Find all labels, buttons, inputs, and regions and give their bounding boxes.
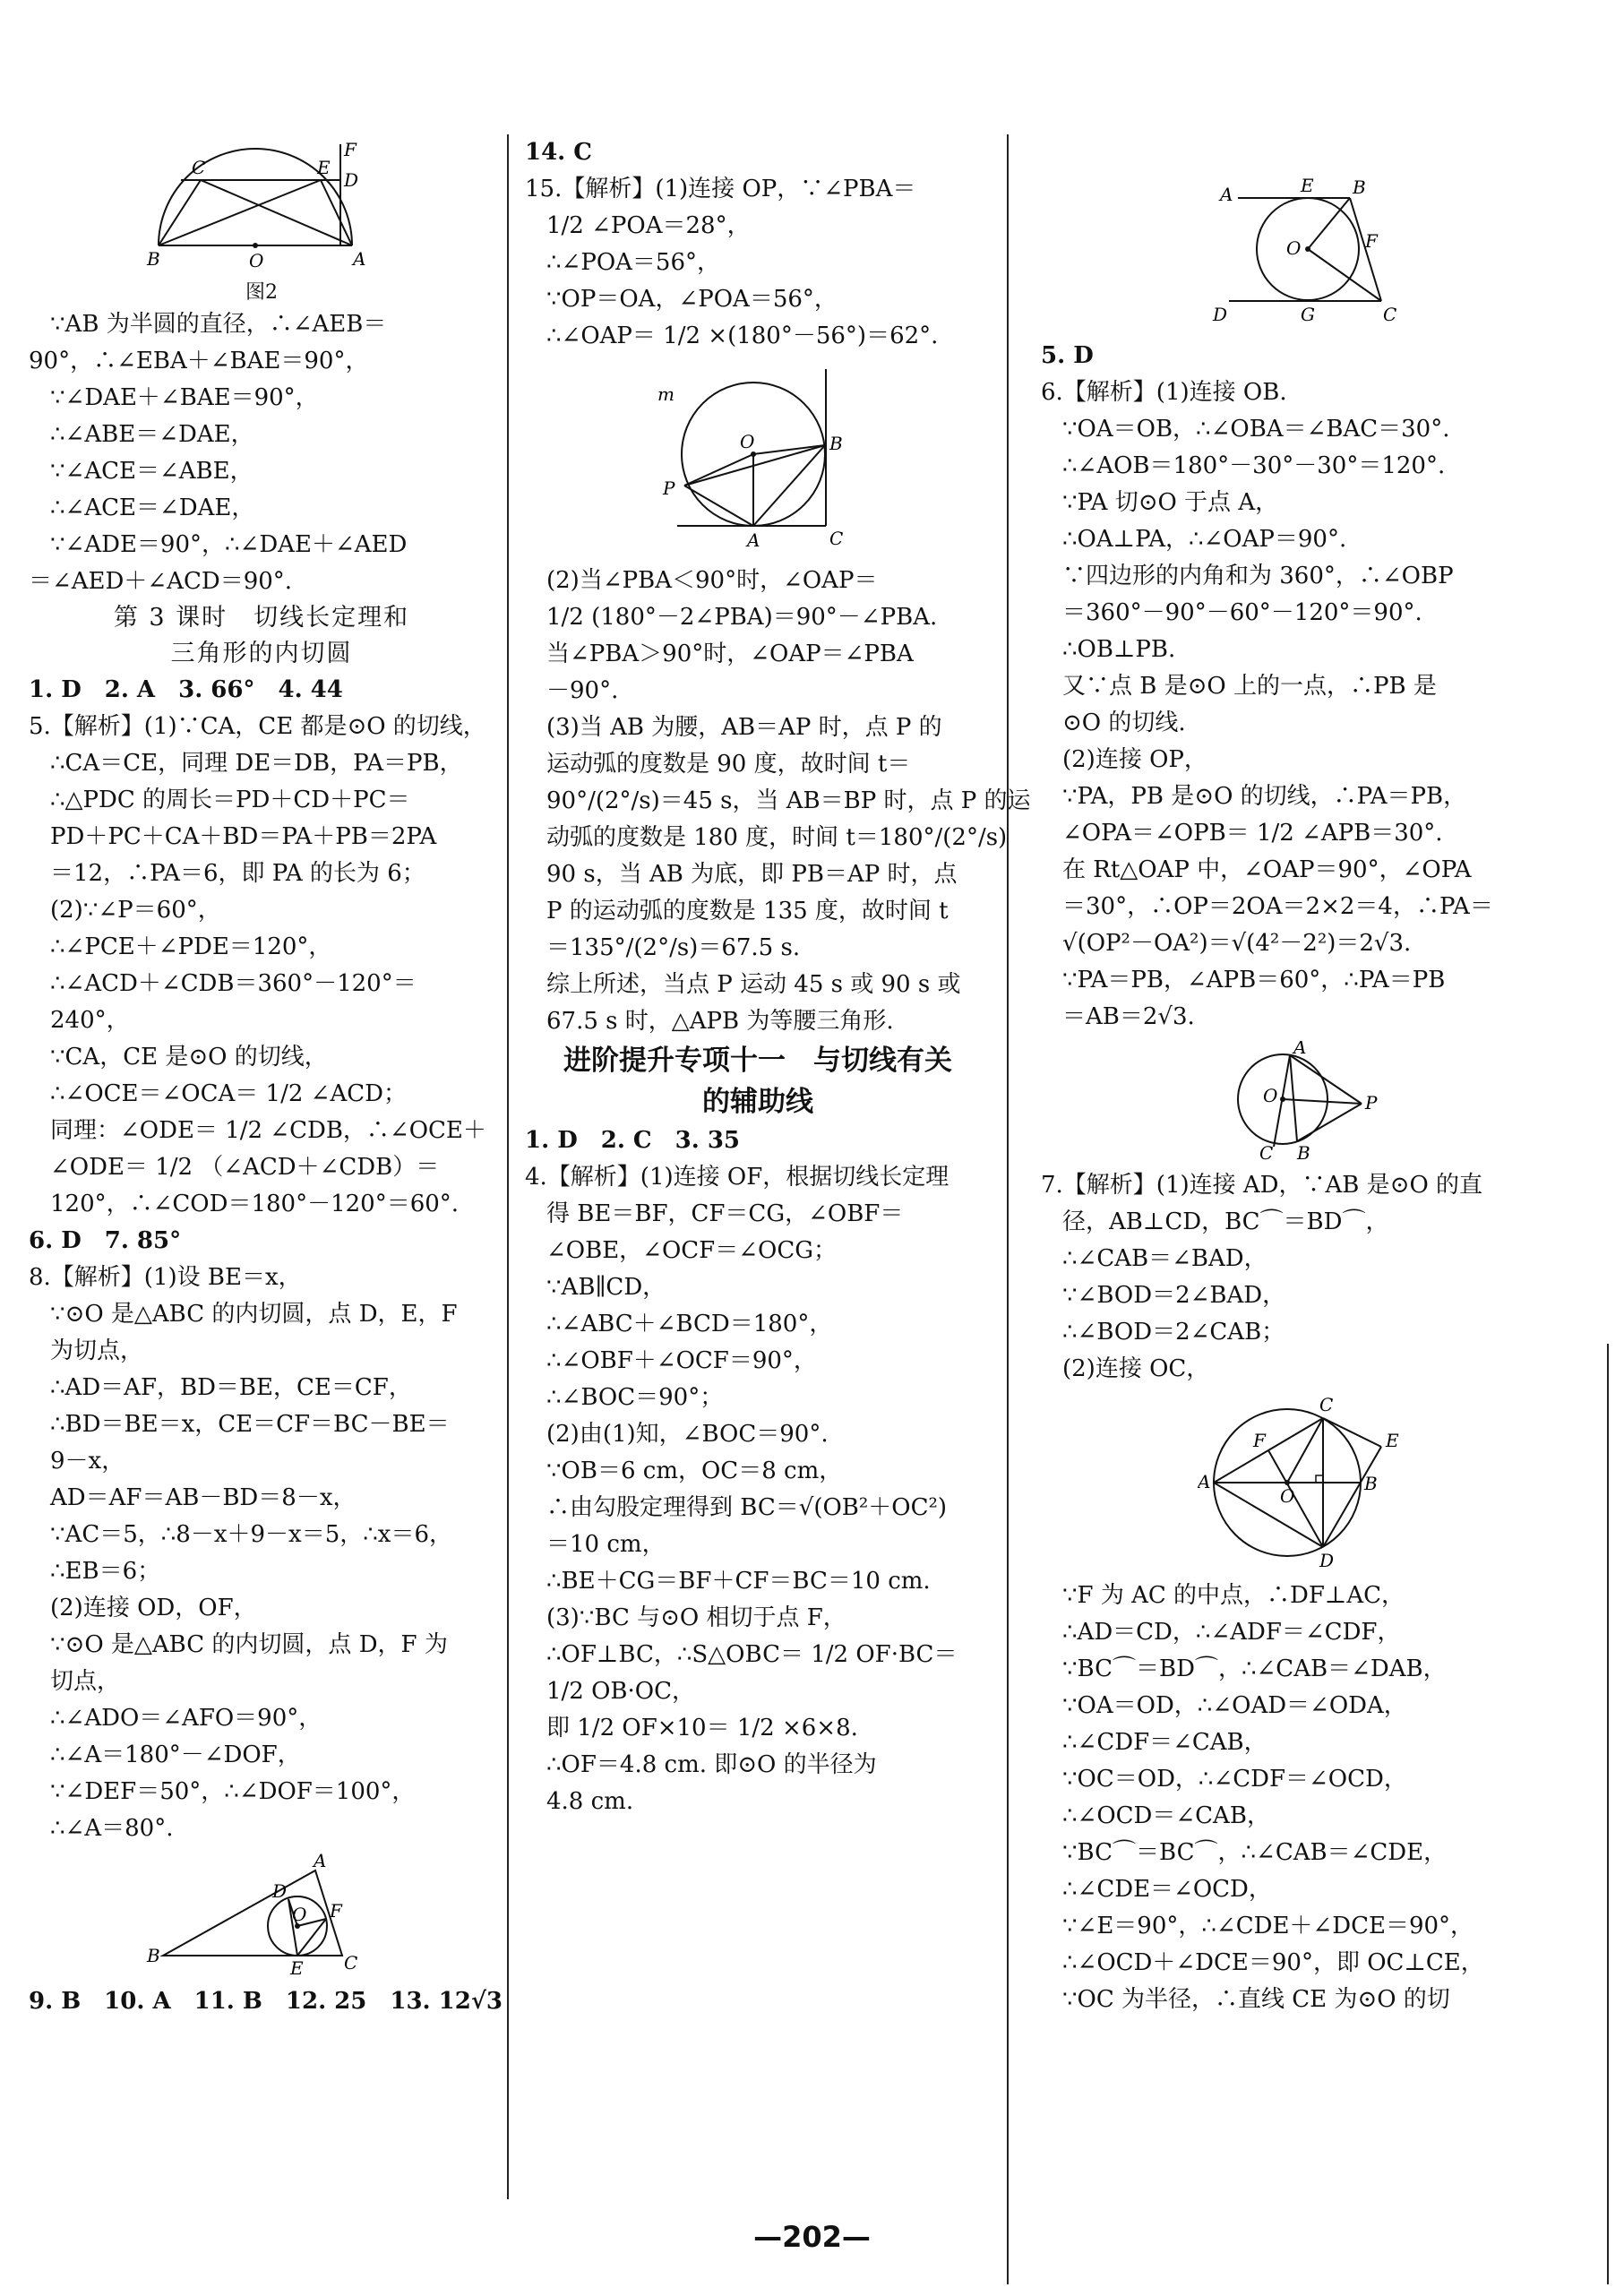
label-O: O <box>292 1904 307 1925</box>
section-subtitle: 的辅助线 <box>702 1086 813 1118</box>
text-line: (2)∵∠P＝60°， <box>50 897 221 924</box>
label-P: P <box>663 477 675 499</box>
label-B: B <box>1297 1142 1310 1162</box>
text-line: ∠OBE，∠OCF＝∠OCG； <box>546 1237 837 1264</box>
figure-semicircle <box>145 140 378 274</box>
label-E: E <box>1386 1430 1399 1451</box>
label-F: F <box>1253 1430 1266 1451</box>
text-line: (2)连接 OP， <box>1062 746 1207 773</box>
text-line: ∵⊙O 是△ABC 的内切圆，点 D，F 为 <box>50 1631 448 1658</box>
label-A: A <box>1220 184 1233 205</box>
text-line: 67.5 s 时，△APB 为等腰三角形. <box>546 1008 894 1035</box>
text-line: (3)∵BC 与⊙O 相切于点 F， <box>546 1604 846 1631</box>
text-line: 7.【解析】(1)连接 AD，∵AB 是⊙O 的直 <box>1041 1172 1483 1199</box>
text-line: 当∠PBA＞90°时，∠OAP＝∠PBA <box>546 641 914 667</box>
text-line: ∴EB＝6； <box>50 1558 161 1585</box>
text-line: 4.8 cm. <box>546 1788 634 1815</box>
text-line: AD＝AF＝AB－BD＝8－x， <box>50 1484 357 1511</box>
text-line: ∵∠ADE＝90°，∴∠DAE＋∠AED <box>50 531 408 558</box>
label-D: D <box>344 169 359 191</box>
text-line: －90°. <box>546 677 619 704</box>
label-O: O <box>740 431 755 452</box>
label-E: E <box>1301 176 1314 196</box>
label-B: B <box>1353 176 1366 198</box>
text-line: ∠OPA＝∠OPB＝ 1/2 ∠APB＝30°. <box>1062 820 1443 847</box>
text-line: 90 s，当 AB 为底，即 PB＝AP 时，点 <box>546 861 958 888</box>
text-line: P 的运动弧的度数是 135 度，故时间 t <box>546 898 949 924</box>
column-divider-right <box>1007 134 1009 2284</box>
text-line: ∴AD＝CD，∴∠ADF＝∠CDF， <box>1062 1619 1401 1646</box>
text-line: 6.【解析】(1)连接 OB. <box>1041 379 1287 406</box>
answer-line: 1. D 2. C 3. 35 <box>525 1127 741 1154</box>
column-2 <box>525 134 1031 1820</box>
text-line: ∴∠ACD＋∠CDB＝360°－120°＝ <box>50 970 417 997</box>
text-line: ∴∠OAP＝ 1/2 ×(180°－56°)＝62°. <box>546 322 939 349</box>
text-line: 5.【解析】(1)∵CA，CE 都是⊙O 的切线， <box>29 713 486 740</box>
section-title: 进阶提升专项十一 与切线有关 <box>563 1045 952 1077</box>
text-line: ∵∠DAE＋∠BAE＝90°， <box>50 384 319 411</box>
column-3 <box>1041 170 1578 2018</box>
page-number: —202— <box>753 2220 871 2254</box>
text-line: ∴OF＝4.8 cm. 即⊙O 的半径为 <box>546 1751 877 1778</box>
text-line: ∵AB∥CD， <box>546 1274 666 1301</box>
figure-incircle-triangle <box>145 1853 378 1978</box>
text-line: ∴AD＝AF，BD＝BE，CE＝CF， <box>50 1374 412 1401</box>
label-B: B <box>1364 1473 1378 1494</box>
text-line: 又∵点 B 是⊙O 上的一点，∴PB 是 <box>1062 673 1437 700</box>
label-A: A <box>314 1853 327 1871</box>
answer-line: 14. C <box>525 139 592 166</box>
text-line: ∵OB＝6 cm，OC＝8 cm， <box>546 1458 843 1484</box>
text-line: 1/2 (180°－2∠PBA)＝90°－∠PBA. <box>546 604 938 631</box>
label-O: O <box>1286 237 1302 259</box>
text-line: ∴△PDC 的周长＝PD＋CD＋PC＝ <box>50 787 410 813</box>
label-B: B <box>147 248 160 270</box>
text-line: (2)连接 OC， <box>1062 1355 1210 1382</box>
text-line: ∠ODE＝ 1/2 （∠ACD＋∠CDB）＝ <box>50 1154 440 1181</box>
text-line: ＝AB＝2√3. <box>1062 1003 1195 1030</box>
text-line: 切点， <box>50 1668 121 1695</box>
label-C: C <box>1319 1394 1334 1415</box>
page-edge-line <box>1607 1344 1609 2284</box>
label-P: P <box>1365 1092 1378 1114</box>
text-line: (3)当 AB 为腰，AB＝AP 时，点 P 的 <box>546 714 942 741</box>
answer-line: 1. D 2. A 3. 66° 4. 44 <box>29 676 343 703</box>
text-line: 在 Rt△OAP 中，∠OAP＝90°，∠OPA <box>1062 856 1472 883</box>
text-line: 8.【解析】(1)设 BE＝x， <box>29 1264 302 1291</box>
text-line: 动弧的度数是 180 度，时间 t＝180°/(2°/s) <box>546 824 1008 851</box>
label-E: E <box>317 157 331 178</box>
text-line: (2)当∠PBA＜90°时，∠OAP＝ <box>546 567 878 594</box>
column-divider-left <box>507 134 509 2199</box>
label-A: A <box>353 248 366 270</box>
text-line: ∴∠OCD＋∠DCE＝90°，即 OC⊥CE， <box>1062 1949 1484 1976</box>
label-F: F <box>1365 230 1378 252</box>
text-line: ∵PA 切⊙O 于点 A， <box>1062 489 1279 516</box>
text-line: ∵∠E＝90°，∴∠CDE＋∠DCE＝90°， <box>1062 1913 1474 1939</box>
text-line: 90°，∴∠EBA＋∠BAE＝90°， <box>29 348 369 374</box>
lesson-title: 第 3 课时 切线长定理和 <box>113 604 410 632</box>
label-D: D <box>1213 304 1228 325</box>
lesson-subtitle: 三角形的内切圆 <box>170 640 353 667</box>
text-line: 15.【解析】(1)连接 OP，∵∠PBA＝ <box>525 176 916 202</box>
text-line: 120°，∴∠COD＝180°－120°＝60°. <box>50 1191 460 1217</box>
text-line: ∴∠A＝180°－∠DOF， <box>50 1741 301 1768</box>
label-B: B <box>147 1945 160 1966</box>
label-C: C <box>1383 304 1397 325</box>
text-line: PD＋PC＋CA＋BD＝PA＋PB＝2PA <box>50 823 437 850</box>
text-line: ⊙O 的切线. <box>1062 709 1186 736</box>
text-line: ∴∠CDE＝∠OCD， <box>1062 1876 1272 1903</box>
label-F: F <box>330 1900 342 1922</box>
label-O: O <box>1280 1485 1295 1507</box>
text-line: ∴∠ABE＝∠DAE， <box>50 421 254 448</box>
text-line: 为切点， <box>50 1337 144 1364</box>
label-C: C <box>829 528 844 549</box>
label-A: A <box>1198 1471 1211 1492</box>
label-D: D <box>272 1880 288 1902</box>
text-line: 9－x， <box>50 1448 125 1475</box>
text-line: (2)连接 OD，OF， <box>50 1595 257 1621</box>
text-line: ∴BD＝BE＝x，CE＝CF＝BC－BE＝ <box>50 1411 450 1438</box>
text-line: ∴OF⊥BC，∴S△OBC＝ 1/2 OF·BC＝ <box>546 1641 958 1668</box>
label-G: G <box>1301 304 1315 325</box>
text-line: ＝12，∴PA＝6，即 PA 的长为 6； <box>50 860 425 887</box>
figure-trapezoid-circle <box>1211 176 1408 332</box>
label-D: D <box>1319 1550 1335 1571</box>
text-line: ∵∠ACE＝∠ABE， <box>50 458 253 485</box>
label-E: E <box>290 1957 304 1978</box>
text-line: 得 BE＝BF，CF＝CG，∠OBF＝ <box>546 1200 904 1227</box>
text-line: ∴∠AOB＝180°－30°－30°＝120°. <box>1062 452 1446 479</box>
text-line: ＝10 cm， <box>546 1531 666 1558</box>
text-line: ＝360°－90°－60°－120°＝90°. <box>1062 599 1422 626</box>
text-line: 运动弧的度数是 90 度，故时间 t＝ <box>546 751 911 778</box>
text-line: ∴CA＝CE，同理 DE＝DB，PA＝PB， <box>50 750 463 777</box>
column-1 <box>29 134 503 2020</box>
text-line: ∴∠PCE＋∠PDE＝120°， <box>50 933 332 960</box>
text-line: ∵PA，PB 是⊙O 的切线，∴PA＝PB， <box>1062 783 1467 810</box>
text-line: 90°/(2°/s)＝45 s，当 AB＝BP 时，点 P 的运 <box>546 787 1031 814</box>
text-line: ∵OA＝OB，∴∠OBA＝∠BAC＝30°. <box>1062 416 1450 443</box>
text-line: ∵OC 为半径，∴直线 CE 为⊙O 的切 <box>1062 1986 1450 2013</box>
text-line: ＝∠AED＋∠ACD＝90°. <box>29 568 293 595</box>
text-line: ∵CA，CE 是⊙O 的切线， <box>50 1044 328 1071</box>
text-line: ∵PA＝PB，∠APB＝60°，∴PA＝PB <box>1062 967 1446 993</box>
label-C: C <box>192 157 206 178</box>
text-line: ∵F 为 AC 的中点，∴DF⊥AC， <box>1062 1582 1405 1609</box>
text-line: ∴∠A＝80°. <box>50 1815 174 1842</box>
text-line: ∵∠BOD＝2∠BAD， <box>1062 1282 1286 1309</box>
text-line: 4.【解析】(1)连接 OF，根据切线长定理 <box>525 1164 949 1191</box>
text-line: √(OP²－OA²)＝√(4²－2²)＝2√3. <box>1062 930 1412 957</box>
text-line: ∴OA⊥PA，∴∠OAP＝90°. <box>1062 526 1347 553</box>
text-line: 1/2 ∠POA＝28°， <box>546 212 751 239</box>
answer-line: 9. B 10. A 11. B 12. 25 13. 12√3 <box>29 1988 503 2015</box>
text-line: ∵AB 为半圆的直径，∴∠AEB＝ <box>50 311 387 338</box>
text-line: ∵BC⌒＝BD⌒，∴∠CAB＝∠DAB， <box>1062 1655 1447 1682</box>
text-line: 综上所述，当点 P 运动 45 s 或 90 s 或 <box>546 971 961 998</box>
text-line: ∴∠ACE＝∠DAE， <box>50 494 255 521</box>
text-line: 即 1/2 OF×10＝ 1/2 ×6×8. <box>546 1715 858 1741</box>
label-A: A <box>747 529 760 551</box>
text-line: ∵OP＝OA，∠POA＝56°， <box>546 286 838 313</box>
text-line: 同理：∠ODE＝ 1/2 ∠CDB，∴∠OCE＋ <box>50 1117 486 1144</box>
text-line: ∴OB⊥PB. <box>1062 636 1176 663</box>
answer-line: 6. D 7. 85° <box>29 1227 182 1254</box>
text-line: ∴∠POA＝56°， <box>546 249 720 276</box>
text-line: ＝135°/(2°/s)＝67.5 s. <box>546 934 801 961</box>
text-line: ∵四边形的内角和为 360°，∴∠OBP <box>1062 563 1454 589</box>
text-line: ∴由勾股定理得到 BC＝√(OB²＋OC²) <box>546 1494 948 1521</box>
label-C: C <box>1259 1142 1274 1162</box>
text-line: ∵BC⌒＝BC⌒，∴∠CAB＝∠CDE， <box>1062 1839 1448 1866</box>
label-O: O <box>1263 1085 1278 1106</box>
text-line: ∴∠BOC＝90°； <box>546 1384 724 1411</box>
text-line: ∴∠BOD＝2∠CAB； <box>1062 1319 1285 1346</box>
text-line: ∴∠ADO＝∠AFO＝90°， <box>50 1705 322 1732</box>
text-line: ∵∠DEF＝50°，∴∠DOF＝100°， <box>50 1778 416 1805</box>
text-line: 240°， <box>50 1007 130 1034</box>
label-O: O <box>249 250 264 271</box>
text-line: ＝30°，∴OP＝2OA＝2×2＝4，∴PA＝ <box>1062 893 1493 920</box>
text-line: ∴BE＋CG＝BF＋CF＝BC＝10 cm. <box>546 1568 931 1595</box>
label-F: F <box>344 140 357 160</box>
label-C: C <box>344 1952 358 1974</box>
figure-circle-chords <box>1198 1393 1422 1572</box>
text-line: ∴∠CDF＝∠CAB， <box>1062 1729 1267 1756</box>
label-B: B <box>829 433 843 454</box>
text-line: ∴∠CAB＝∠BAD， <box>1062 1245 1267 1272</box>
label-m: m <box>657 383 675 405</box>
text-line: ∵AC＝5，∴8－x＋9－x＝5，∴x＝6， <box>50 1521 452 1548</box>
text-line: ∴∠OCD＝∠CAB， <box>1062 1802 1270 1829</box>
answer-line: 5. D <box>1041 342 1094 369</box>
text-line: ∵OC＝OD，∴∠CDF＝∠OCD， <box>1062 1766 1407 1793</box>
figure-kite-circle <box>1211 1041 1408 1162</box>
text-line: 1/2 OB·OC， <box>546 1678 696 1705</box>
figure-caption: 图2 <box>245 281 278 304</box>
label-A: A <box>1293 1041 1307 1058</box>
text-line: ∴∠OBF＋∠OCF＝90°， <box>546 1347 817 1374</box>
text-line: (2)由(1)知，∠BOC＝90°. <box>546 1421 829 1448</box>
text-line: 径，AB⊥CD，BC⌒＝BD⌒， <box>1062 1208 1389 1235</box>
figure-circle-tangent <box>650 360 865 557</box>
text-line: ∴∠OCE＝∠OCA＝ 1/2 ∠ACD； <box>50 1080 407 1107</box>
text-line: ∴∠ABC＋∠BCD＝180°， <box>546 1311 833 1337</box>
text-line: ∵⊙O 是△ABC 的内切圆，点 D，E，F <box>50 1301 458 1328</box>
text-line: ∵OA＝OD，∴∠OAD＝∠ODA， <box>1062 1692 1407 1719</box>
